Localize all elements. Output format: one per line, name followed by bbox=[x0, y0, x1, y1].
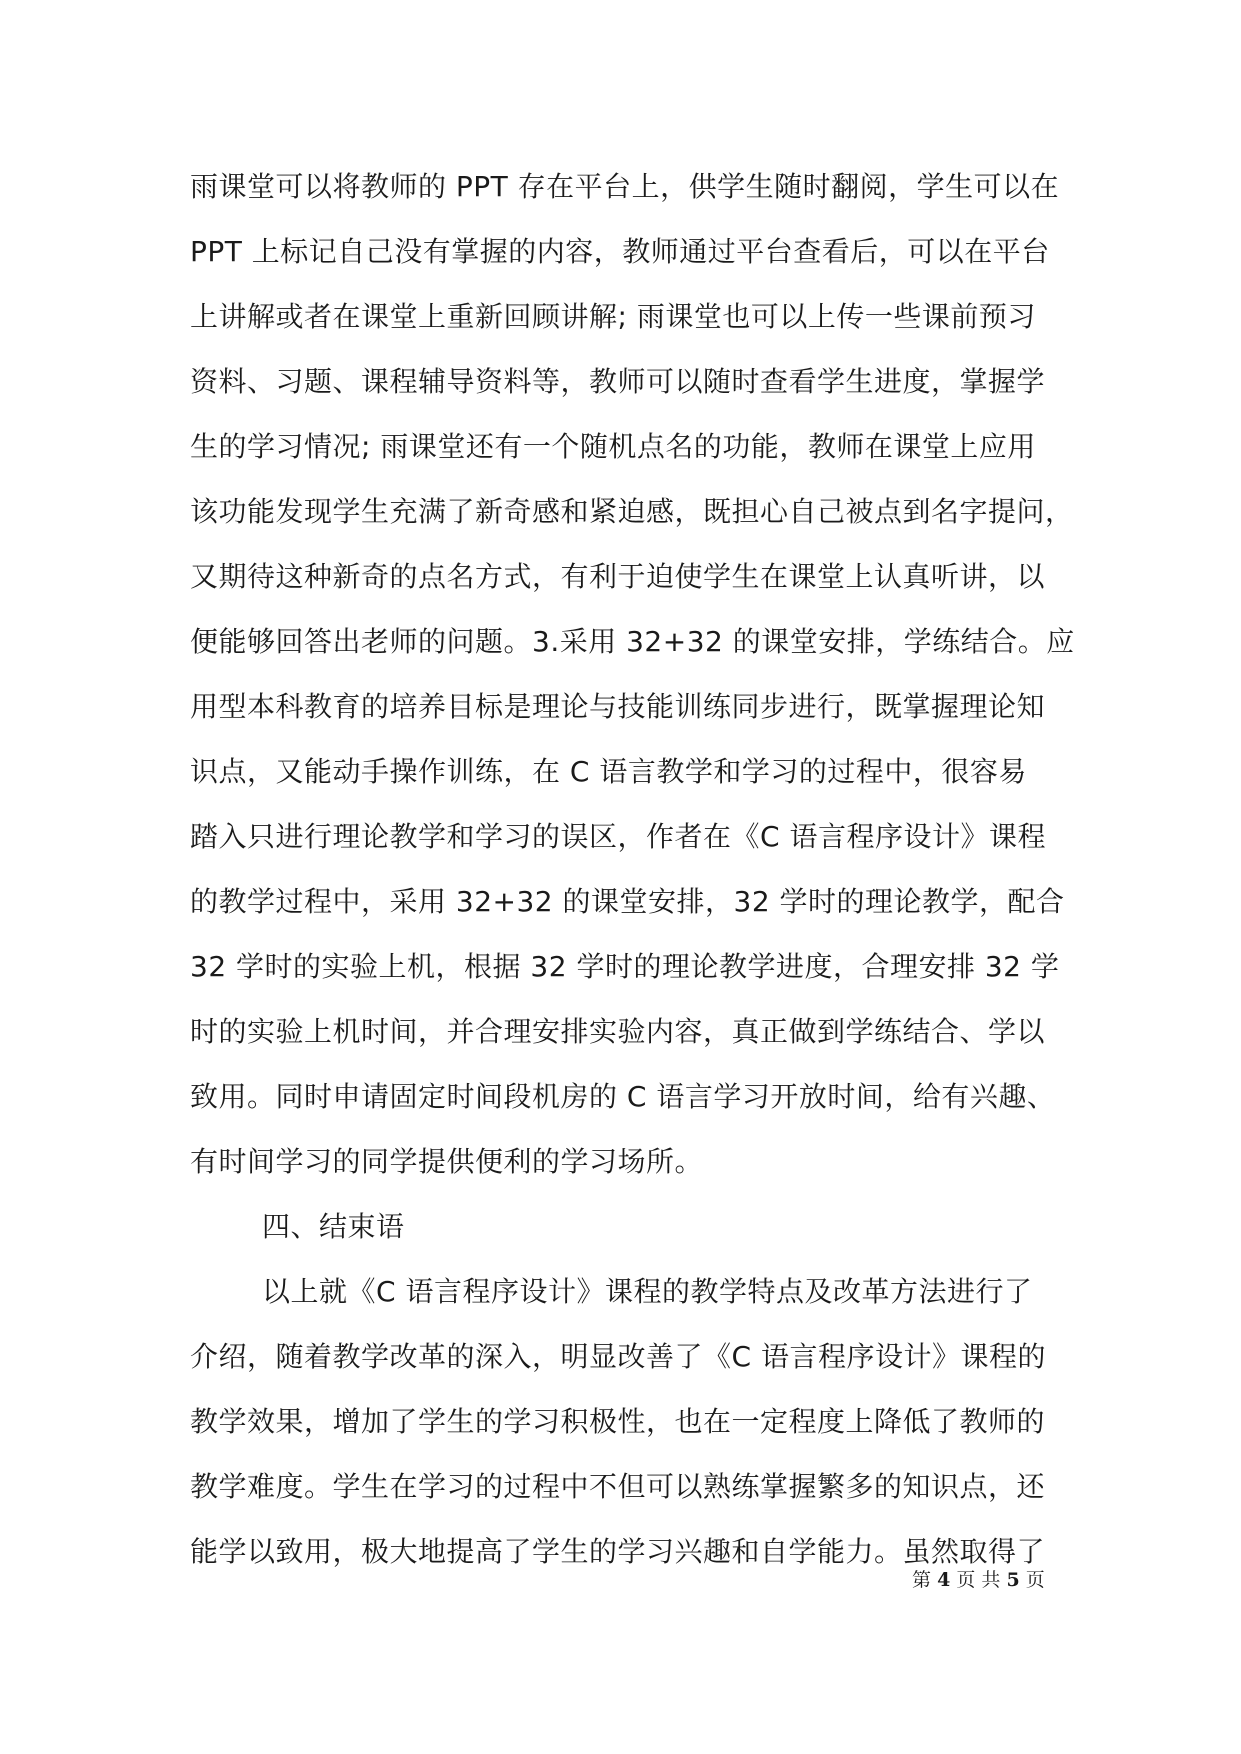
paragraph-line: 教学效果，增加了学生的学习积极性，也在一定程度上降低了教师的 bbox=[190, 1405, 1046, 1438]
paragraph-line: 能学以致用，极大地提高了学生的学习兴趣和自学能力。虽然取得了 bbox=[190, 1535, 1046, 1568]
total-page-number: 5 bbox=[1006, 1569, 1020, 1591]
paragraph-line: 用型本科教育的培养目标是理论与技能训练同步进行，既掌握理论知 bbox=[190, 690, 1046, 723]
footer-suffix: 页 bbox=[1025, 1569, 1045, 1591]
footer-middle: 页 共 bbox=[956, 1569, 1001, 1591]
paragraph-line: 该功能发现学生充满了新奇感和紧迫感，既担心自己被点到名字提问， bbox=[190, 495, 1074, 528]
footer-prefix: 第 bbox=[912, 1569, 932, 1591]
paragraph-line: 上讲解或者在课堂上重新回顾讲解; 雨课堂也可以上传一些课前预习 bbox=[190, 300, 1036, 333]
paragraph-line: PPT 上标记自己没有掌握的内容，教师通过平台查看后，可以在平台 bbox=[190, 235, 1050, 268]
paragraph-line: 识点，又能动手操作训练，在 C 语言教学和学习的过程中，很容易 bbox=[190, 755, 1027, 788]
paragraph-line: 又期待这种新奇的点名方式，有利于迫使学生在课堂上认真听讲，以 bbox=[190, 560, 1046, 593]
paragraph-line: 有时间学习的同学提供便利的学习场所。 bbox=[190, 1145, 704, 1178]
paragraph-line: 教学难度。学生在学习的过程中不但可以熟练掌握繁多的知识点，还 bbox=[190, 1470, 1046, 1503]
paragraph-line: 便能够回答出老师的问题。3.采用 32+32 的课堂安排，学练结合。应 bbox=[190, 625, 1075, 658]
paragraph-line: 生的学习情况; 雨课堂还有一个随机点名的功能，教师在课堂上应用 bbox=[190, 430, 1036, 463]
paragraph-line: 雨课堂可以将教师的 PPT 存在平台上，供学生随时翻阅，学生可以在 bbox=[190, 170, 1060, 203]
paragraph-line: 的教学过程中，采用 32+32 的课堂安排，32 学时的理论教学，配合 bbox=[190, 885, 1065, 918]
paragraph-line: 踏入只进行理论教学和学习的误区，作者在《C 语言程序设计》课程 bbox=[190, 820, 1046, 853]
current-page-number: 4 bbox=[937, 1569, 951, 1591]
paragraph-line: 致用。同时申请固定时间段机房的 C 语言学习开放时间，给有兴趣、 bbox=[190, 1080, 1056, 1113]
body-text bbox=[190, 154, 1075, 1584]
paragraph-line: 资料、习题、课程辅导资料等，教师可以随时查看学生进度，掌握学 bbox=[190, 365, 1046, 398]
page-number-footer bbox=[912, 1568, 1045, 1592]
paragraph-line: 时的实验上机时间，并合理安排实验内容，真正做到学练结合、学以 bbox=[190, 1015, 1046, 1048]
paragraph-line: 32 学时的实验上机，根据 32 学时的理论教学进度，合理安排 32 学 bbox=[190, 950, 1060, 983]
section-heading: 四、结束语 bbox=[262, 1210, 405, 1243]
paragraph-line: 以上就《C 语言程序设计》课程的教学特点及改革方法进行了 bbox=[262, 1275, 1033, 1308]
paragraph-line: 介绍，随着教学改革的深入，明显改善了《C 语言程序设计》课程的 bbox=[190, 1340, 1046, 1373]
